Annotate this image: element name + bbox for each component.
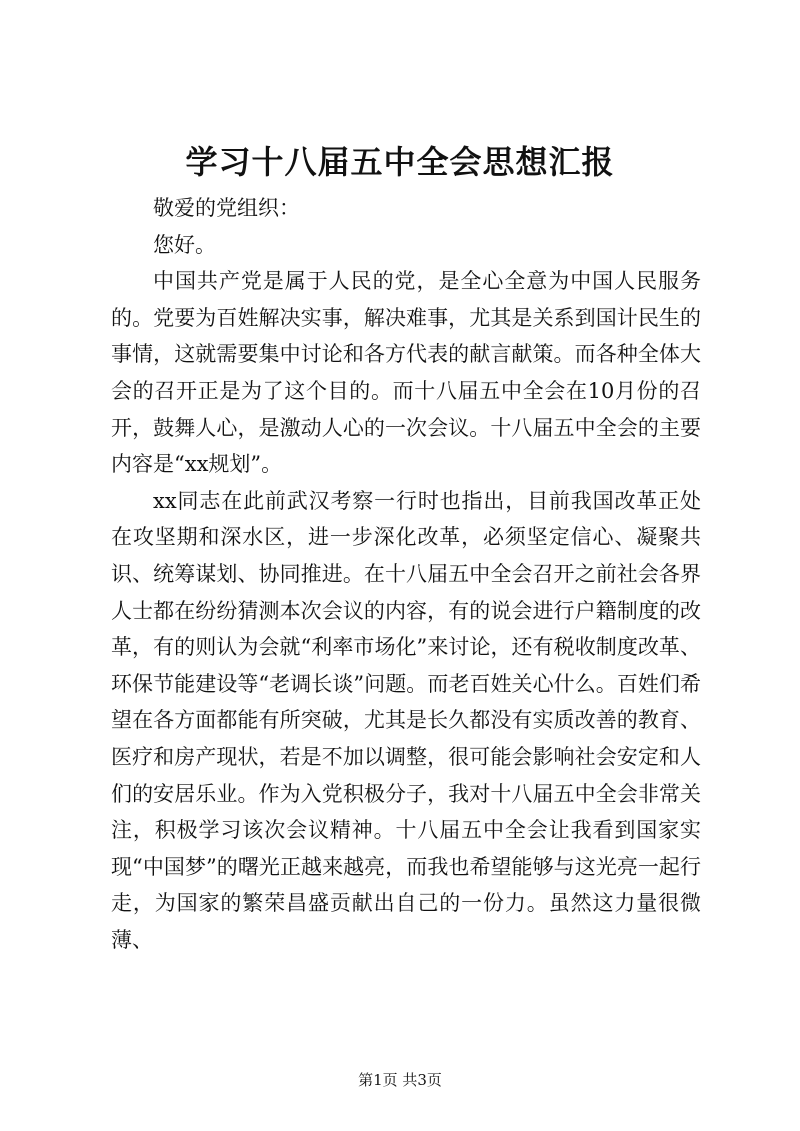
paragraph-2: xx同志在此前武汉考察一行时也指出，目前我国改革正处在攻坚期和深水区，进一步深化改革，必须坚定信心、凝聚共识、统筹谋划、协同推进。在十八届五中全会召开之前社会各界人士都在纷纷猜测本次会议的内容，有的说会进行户籍制度的改革，有的则认为会就“利率市场化”来讨论，还有税收制度改革、环保节能建设等“老调长谈”问题。而老百姓关心什么。百姓们希望在各方面都能有所突破，尤其是长久都没有实质改善的教育、医疗和房产现状，若是不加以调整，很可能会影响社会安定和人们的安居乐业。作为入党积极分子，我对十八届五中全会非常关注，积极学习该次会议精神。十八届五中全会让我看到国家实现“中国梦”的曙光正越来越亮，而我也希望能够与这光亮一起行走，为国家的繁荣昌盛贡献出自己的一份力。虽然这力量很微薄、 bbox=[111, 488, 701, 952]
salutation: 敬爱的党组织： bbox=[153, 196, 300, 220]
document-title: 学习十八届五中全会思想汇报 bbox=[185, 143, 615, 181]
paragraph-1: 中国共产党是属于人民的党，是全心全意为中国人民服务的。党要为百姓解决实事，解决难事，尤其是关系到国计民生的事情，这就需要集中讨论和各方代表的献言献策。而各种全体大会的召开正是为了这个目的。而十八届五中全会在10月份的召开，鼓舞人心，是激动人心的一次会议。十八届五中全会的主要内容是“xx规划”。 bbox=[111, 269, 701, 477]
greeting: 您好。 bbox=[153, 232, 216, 257]
document-body bbox=[111, 190, 701, 958]
page-footer: 第1页 共3页 bbox=[358, 1071, 442, 1089]
